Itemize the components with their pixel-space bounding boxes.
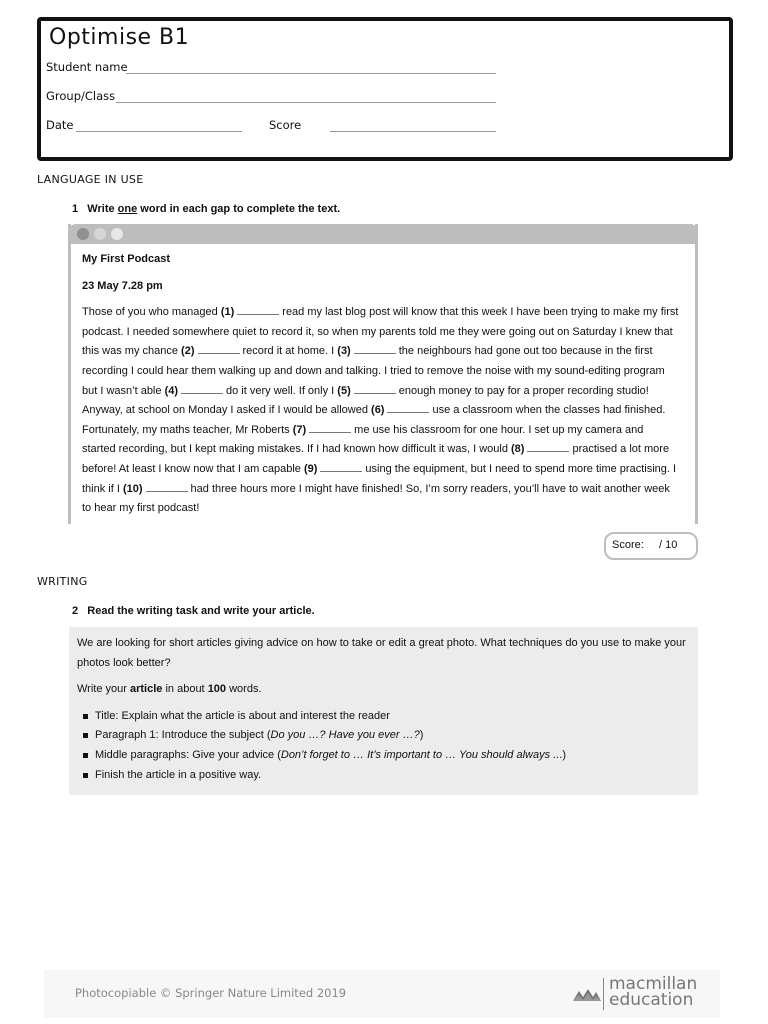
bullet-italic: Don’t forget to … It’s important to … You should always ..: [280, 748, 560, 761]
copyright-text: Photocopiable © Springer Nature Limited 2019: [75, 986, 347, 1000]
logo-wordmark: [609, 976, 697, 1008]
score-label: Score: [269, 118, 302, 132]
list-item: [77, 766, 692, 786]
instruction-text-post: word in each gap to complete the text.: [140, 203, 341, 215]
text-segment: words.: [229, 683, 262, 696]
student-name-label: Student name: [46, 60, 128, 74]
worksheet-title: Optimise B1: [49, 25, 190, 50]
logo-line-1: macmillan: [609, 974, 698, 994]
instruction-1: [72, 203, 340, 215]
text-segment: using the equipment, but I need to spend more time practising. I think if I: [82, 462, 677, 495]
bullet-text: Paragraph 1: Introduce the subject (: [95, 729, 271, 742]
text-bold: 100: [207, 683, 227, 696]
gap-number: (8): [511, 443, 525, 456]
text-segment: practised a lot more before! At least I know now that I am capable: [82, 443, 670, 475]
blog-browser-window: [68, 224, 698, 524]
writing-task-box: [69, 627, 698, 795]
post-date: 23 May 7.28 pm: [82, 279, 163, 292]
window-dot-icon: [77, 228, 89, 240]
logo-divider: [603, 978, 604, 1010]
text-segment: the neighbours had gone out too because in the first recording I could hear them walking up and down and talking. I tried to remove the noise with my sound-editing program but I wasn’t able: [82, 345, 665, 397]
macmillan-logo: [572, 976, 702, 1012]
gap-number: (1): [220, 306, 235, 319]
bullet-text: Finish the article in a positive way.: [95, 768, 262, 781]
gap-number: (3): [337, 345, 351, 358]
task-word-count: [77, 680, 692, 700]
instruction-number: 2: [72, 605, 79, 617]
gap-number: (6): [371, 404, 385, 417]
blog-post: [82, 250, 680, 519]
instruction-2: [72, 605, 315, 617]
text-segment: do it very well. If only I: [226, 384, 335, 397]
text-segment: Write your: [77, 683, 127, 696]
gap-blank[interactable]: [527, 441, 569, 452]
instruction-underlined-word: one: [117, 203, 138, 215]
date-field[interactable]: [76, 131, 242, 132]
bullet-text: Middle paragraphs: Give your advice (: [95, 748, 281, 761]
gap-number: (4): [164, 384, 179, 397]
group-class-label: Group/Class: [46, 89, 116, 103]
instruction-number: 1: [72, 203, 79, 215]
text-segment: read my last blog post will know that this week I have been trying to make my first podcast. I needed somewhere quiet to record it, so when my parents told me they were going out on Saturday I knew that this was my chance: [82, 306, 679, 358]
header-box: [37, 17, 733, 161]
window-dot-icon: [111, 228, 123, 240]
gap-blank[interactable]: [354, 383, 396, 394]
bullet-italic: Do you …? Have you ever …?: [270, 729, 420, 742]
text-segment: enough money to pay for a proper recording studio! Anyway, at school on Monday I asked if I would be allowed: [82, 384, 649, 417]
gap-blank[interactable]: [146, 481, 188, 492]
logo-line-2: education: [609, 990, 694, 1010]
bullet-text: Title: Explain what the article is about and interest the reader: [95, 709, 390, 722]
macmillan-mark-icon: [572, 983, 602, 1005]
gap-number: (5): [337, 384, 351, 397]
browser-title-bar: [68, 224, 698, 244]
score-box-label: Score:: [612, 539, 644, 551]
post-title: My First Podcast: [82, 253, 171, 265]
list-item: [77, 726, 692, 746]
text-segment: record it at home. I: [242, 345, 335, 358]
section-title-writing: WRITING: [37, 575, 88, 588]
score-field[interactable]: [330, 131, 496, 132]
task-prompt: We are looking for short articles giving advice on how to take or edit a great photo. What techniques do you use to make your photos look better?: [77, 637, 686, 669]
text-segment: Those of you who managed: [82, 306, 218, 319]
gap-blank[interactable]: [237, 304, 279, 315]
bullet-text: ): [419, 729, 424, 742]
gap-number: (9): [303, 462, 318, 475]
group-class-field[interactable]: [116, 102, 496, 103]
student-name-field[interactable]: [126, 73, 496, 74]
window-dot-icon: [94, 228, 106, 240]
text-segment: use a classroom when the classes had finished. Fortunately, my maths teacher, Mr Roberts: [82, 404, 666, 436]
instruction-text: Read the writing task and write your article.: [87, 605, 315, 617]
gap-blank[interactable]: [309, 422, 351, 433]
list-item: [77, 707, 692, 727]
instruction-text-pre: Write: [87, 203, 115, 215]
task-bullet-list: [77, 707, 692, 785]
date-label: Date: [46, 118, 74, 132]
gap-blank[interactable]: [354, 343, 396, 354]
gap-number: (10): [122, 482, 143, 495]
gap-number: (2): [181, 345, 195, 358]
gap-blank[interactable]: [387, 402, 429, 413]
gap-blank[interactable]: [320, 461, 362, 472]
text-segment: me use his classroom for one hour. I set up my camera and started recording, but I kept making mistakes. If I had known how difficult it was, I would: [82, 423, 644, 456]
bullet-text: .): [559, 748, 567, 761]
section-title-language-in-use: LANGUAGE IN USE: [37, 173, 144, 186]
footer: [44, 970, 720, 1018]
post-body: [82, 303, 680, 519]
gap-blank[interactable]: [181, 383, 223, 394]
text-bold: article: [129, 683, 163, 696]
gap-blank[interactable]: [198, 343, 240, 354]
text-segment: in about: [165, 683, 205, 696]
score-box: [604, 532, 698, 560]
list-item: [77, 746, 692, 766]
score-box-total: / 10: [659, 539, 678, 551]
text-segment: had three hours more I might have finished! So, I’m sorry readers, you’ll have to wait another week to hear my first podcast!: [82, 482, 670, 515]
gap-number: (7): [292, 423, 307, 436]
